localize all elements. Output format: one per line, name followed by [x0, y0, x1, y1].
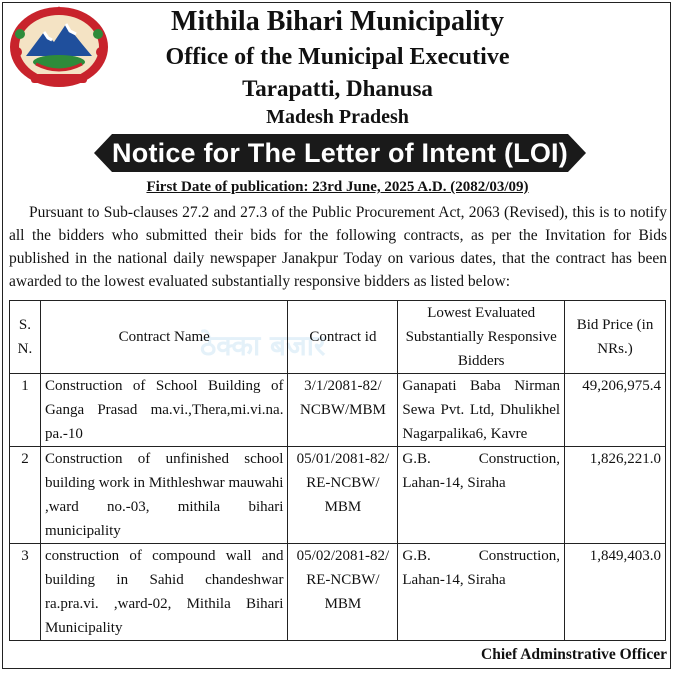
office-location: Tarapatti, Dhanusa [242, 76, 433, 101]
row-bid-price: 1,826,221.0 [565, 447, 666, 544]
header-bid-price: Bid Price (in NRs.) [565, 301, 666, 374]
row-bid-price: 49,206,975.4 [565, 374, 666, 447]
table-header-row [10, 301, 666, 374]
table-row [10, 374, 666, 447]
row-contract-name: construction of compound wall and building in Sahid chandeshwar ra.pra.vi. ,ward-02, Mithila Bihari Municipality [40, 544, 288, 641]
notice-title: Notice for The Letter of Intent (LOI) [112, 138, 568, 168]
row-contract-name: Construction of School Building of Ganga Prasad ma.vi.,Thera,mi.vi.na. pa.-10 [40, 374, 288, 447]
table-row [10, 544, 666, 641]
office-name: Office of the Municipal Executive [165, 44, 510, 70]
row-contract-id: 05/01/2081-82/ RE-NCBW/ MBM [288, 447, 398, 544]
row-contract-id: 3/1/2081-82/ NCBW/MBM [288, 374, 398, 447]
contracts-table [9, 300, 666, 641]
row-bid-price: 1,849,403.0 [565, 544, 666, 641]
header-contract-name: Contract Name [40, 301, 288, 374]
municipality-name: Mithila Bihari Municipality [171, 6, 504, 37]
row-sn: 1 [10, 374, 41, 447]
row-contract-id: 05/02/2081-82/ RE-NCBW/ MBM [288, 544, 398, 641]
header-sn: S. N. [10, 301, 41, 374]
watermark-logo: ठेक्का बजार [200, 329, 326, 362]
province-name: Madesh Pradesh [266, 106, 409, 128]
header-bidder: Lowest Evaluated Substantially Responsive Bidders [398, 301, 565, 374]
intro-paragraph: Pursuant to Sub-clauses 27.2 and 27.3 of the Public Procurement Act, 2063 (Revised), this is to notify all the bidders who submitted their bids for the following contracts, as per the Invitation for Bids published in the national daily newspaper Janakpur Today on various dates, that the contract has been awarded to the lowest evaluated substantially responsive bidders as listed below: [9, 204, 667, 290]
row-bidder: G.B. Construction, Lahan-14, Siraha [398, 544, 565, 641]
publication-date: First Date of publication: 23rd June, 2025 A.D. (2082/03/09) [146, 179, 529, 195]
row-bidder: Ganapati Baba Nirman Sewa Pvt. Ltd, Dhulikhel Nagarpalika6, Kavre [398, 374, 565, 447]
notice-title-banner [94, 134, 586, 172]
table-row [10, 447, 666, 544]
row-sn: 3 [10, 544, 41, 641]
row-bidder: G.B. Construction, Lahan-14, Siraha [398, 447, 565, 544]
signoff-title: Chief Adminstrative Officer [481, 646, 667, 663]
header-contract-id: Contract id [288, 301, 398, 374]
row-sn: 2 [10, 447, 41, 544]
row-contract-name: Construction of unfinished school building work in Mithleshwar mauwahi ,ward no.-03, mithila bihari municipality [40, 447, 288, 544]
